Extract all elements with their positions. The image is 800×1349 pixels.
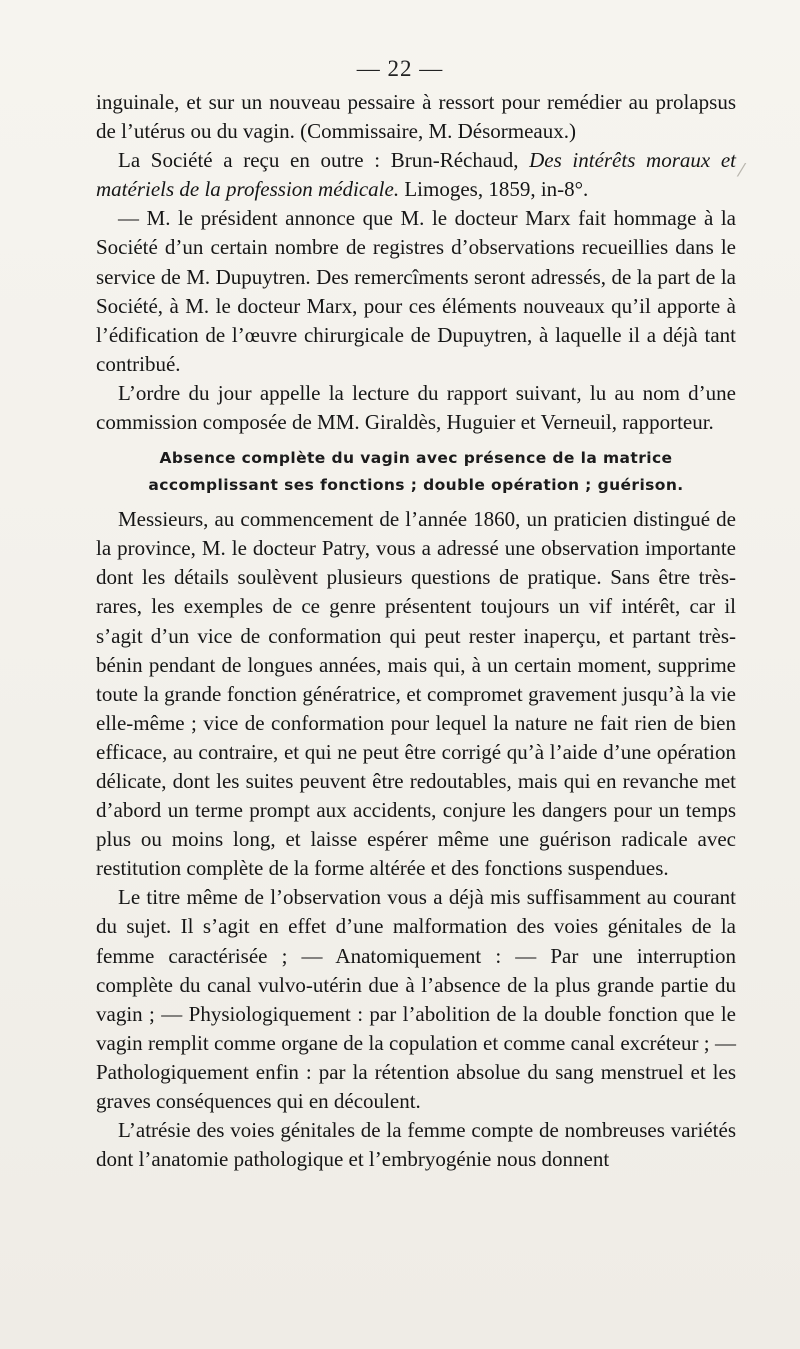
- book-title-italic: Des intérêts moraux et matériels de la profession médicale.: [96, 148, 736, 202]
- margin-dash-mark: ⁄: [740, 160, 744, 181]
- paragraph-societe-recu-end: Limoges, 1859, in-8°.: [399, 177, 589, 202]
- paragraph-atresie: L’atrésie des voies génitales de la femme compte de nombreuses variétés dont l’anatomie pathologique et l’embryogénie nous donnent: [96, 1118, 736, 1172]
- paragraph-messieurs: Messieurs, au commencement de l’année 1860, un praticien distingué de la province, M. le docteur Patry, vous a adressé une observation importante dont les détails soulèvent plusieurs questions de pratique. Sans être très-rares, les exemples de ce genre présentent toujours un vif intérêt, car il s’agit d’un vice de conformation qui peut rester inaperçu, et partant très-bénin pendant de longues années, mais qui, à un certain moment, supprime toute la grande fonction génératrice, et compromet gravement jusqu’à la vie elle-même ; vice de conformation pour lequel la nature ne fait rien de bien efficace, au contraire, et qui ne peut être corrigé qu’à l’aide d’une opération délicate, dont les suites peuvent être redoutables, mais qui en revanche met d’abord un terme prompt aux accidents, conjure les dangers pour un temps plus ou moins long, et laisse espérer même une guérison radicale avec restitution complète de la forme altérée et des fonctions suspendues.: [96, 507, 736, 881]
- section-heading-line-1: Absence complète du vagin avec présence de la matrice: [159, 449, 673, 468]
- page-text: [96, 88, 736, 1174]
- paragraph-ordre-du-jour: L’ordre du jour appelle la lecture du rapport suivant, lu au nom d’une commission composée de MM. Giraldès, Huguier et Verneuil, rapporteur.: [96, 380, 736, 435]
- paragraph-societe-recu-start: La Société a reçu en outre : Brun-Réchaud,: [118, 148, 530, 173]
- paragraph-president-annonce: — M. le président annonce que M. le docteur Marx fait hommage à la Société d’un certain nombre de registres d’observations recueillies dans le service de M. Dupuytren. Des remercîments seront adressés, de la part de la Société, à M. le docteur Marx, pour ces éléments nouveaux qu’il apporte à l’édification de l’œuvre chirurgicale de Dupuytren, à laquelle il a déjà tant contribué.: [96, 206, 736, 376]
- paragraph-prolapsus: inguinale, et sur un nouveau pessaire à ressort pour remédier au prolapsus de l’utérus ou du vagin. (Commissaire, M. Désormeaux.): [96, 90, 736, 144]
- paragraph-societe-recu: [96, 146, 736, 204]
- section-heading: [96, 445, 736, 499]
- section-heading-line-2: accomplissant ses fonctions ; double opération ; guérison.: [148, 476, 684, 495]
- page-number: — 22 —: [356, 56, 444, 81]
- paragraph-titre-observation: Le titre même de l’observation vous a déjà mis suffisamment au courant du sujet. Il s’agit en effet d’une malformation des voies génitales de la femme caractérisée ; — Anatomiquement : — Par une interruption complète du canal vulvo-utérin due à l’absence de la plus grande partie du vagin ; — Physiologiquement : par l’abolition de la double fonction que le vagin remplit comme organe de la copulation et comme canal excréteur ; — Pathologiquement enfin : par la rétention absolue du sang menstruel et les graves conséquences qui en découlent.: [96, 885, 736, 1113]
